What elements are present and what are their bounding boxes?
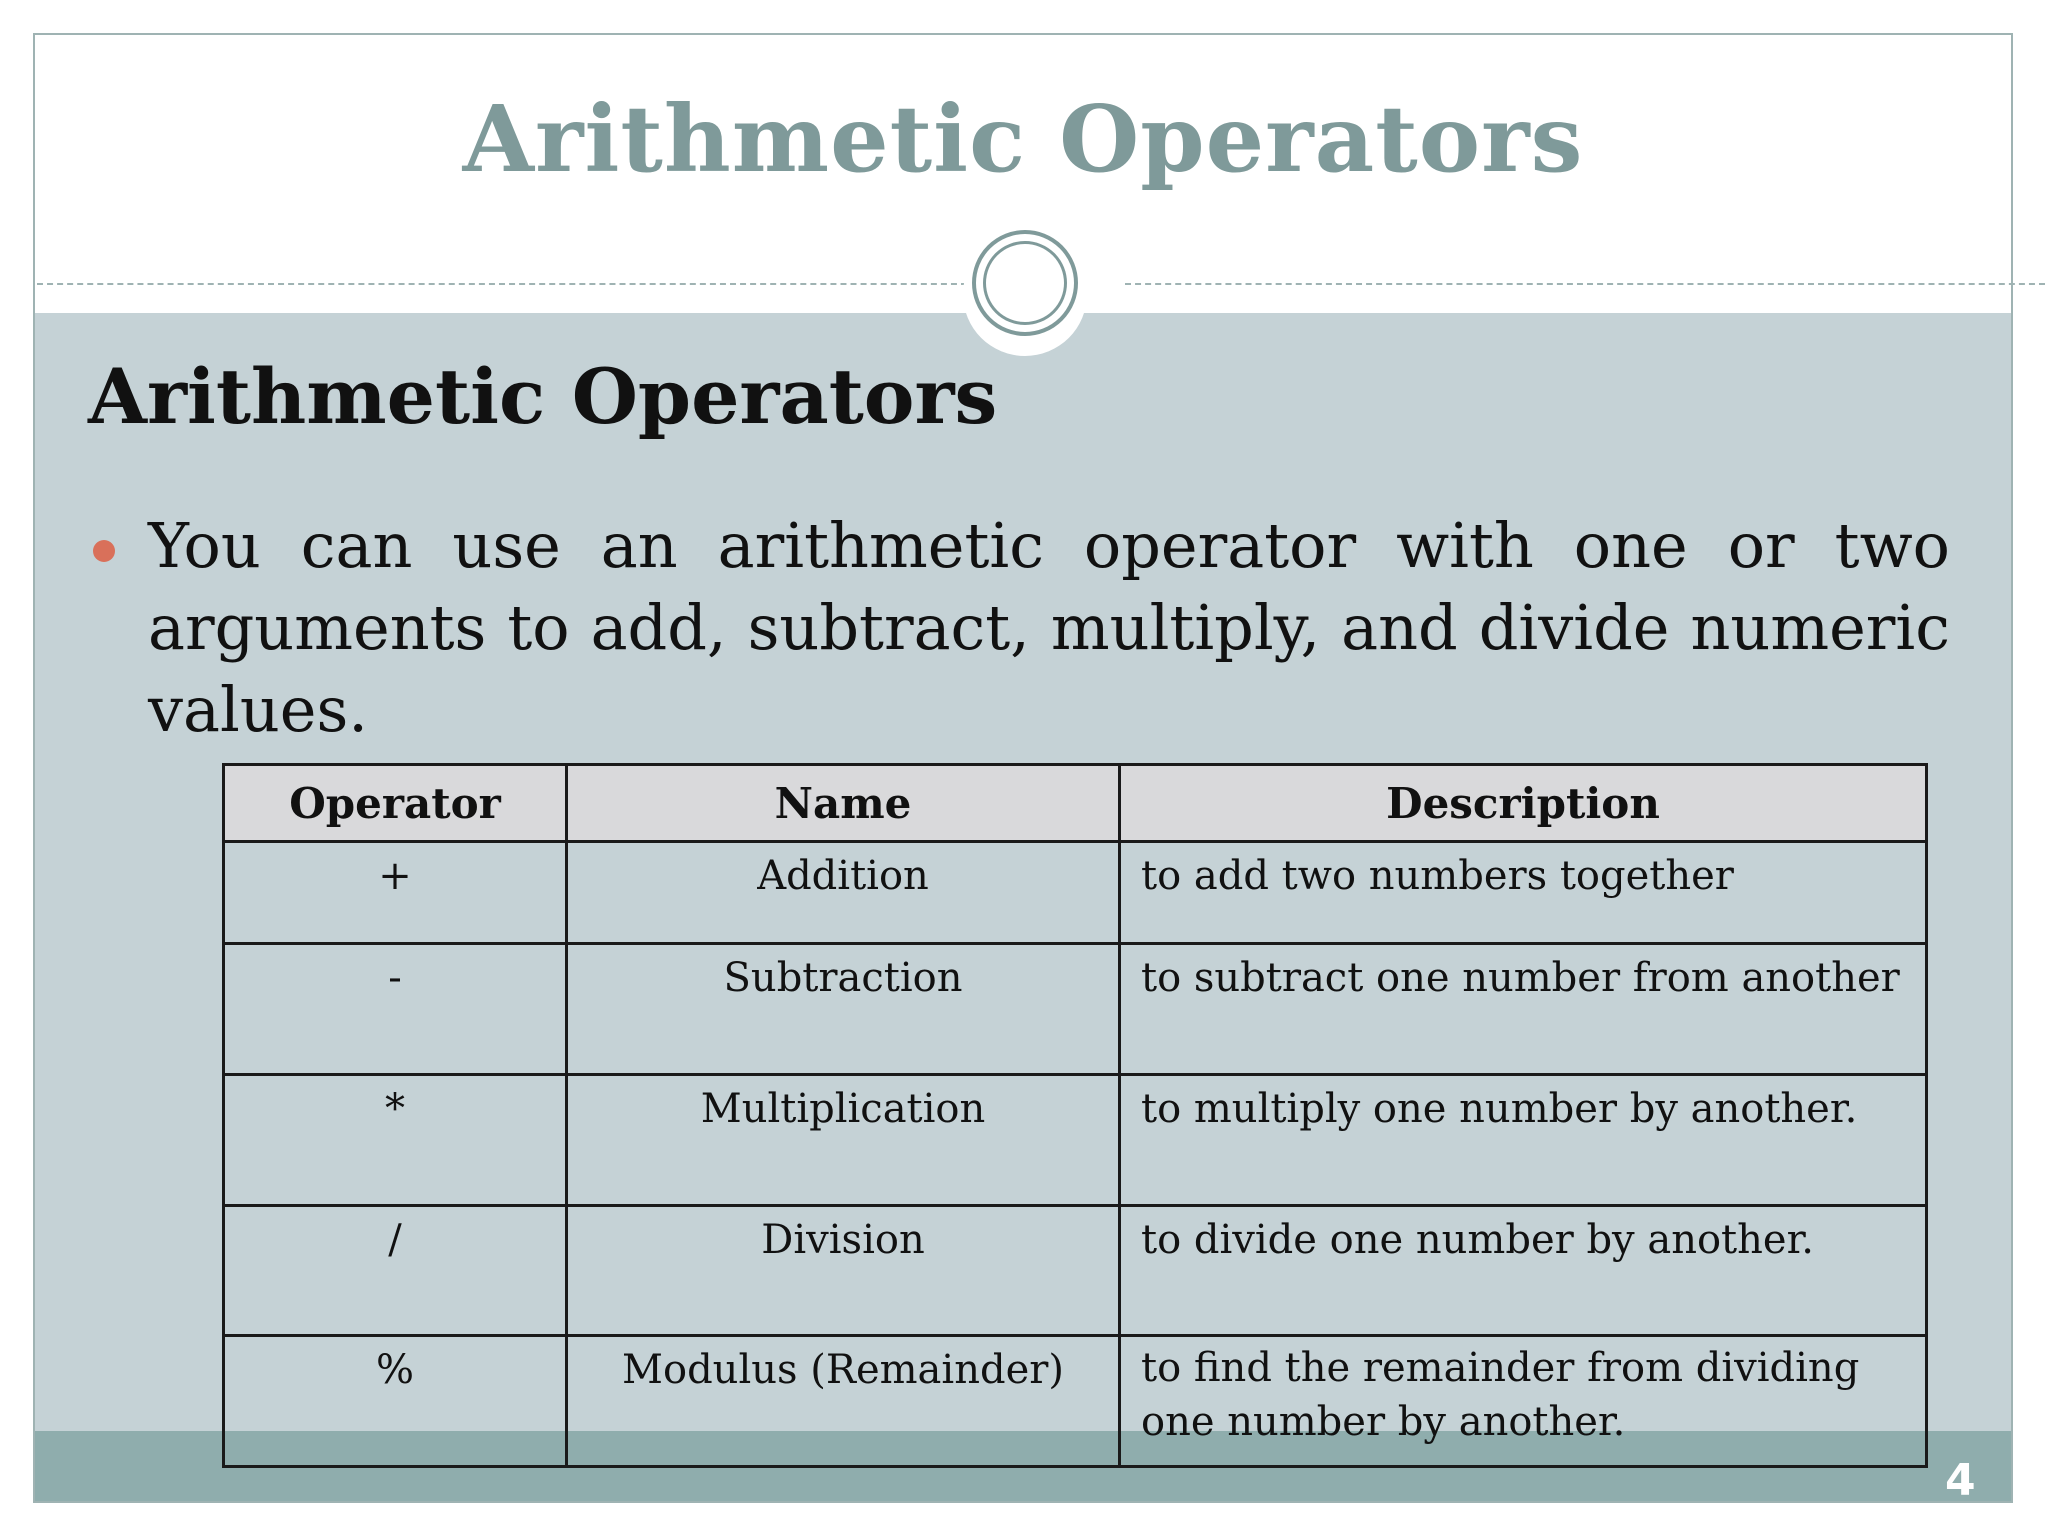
header-description: Description (1120, 765, 1927, 842)
operator-cell: * (224, 1075, 567, 1206)
operator-cell: / (224, 1205, 567, 1336)
bullet-icon (93, 540, 115, 562)
description-cell: to multiply one number by another. (1120, 1075, 1927, 1206)
bullet-text: You can use an arithmetic operator with one or two arguments to add, subtract, multiply, and divide numeric values. (148, 509, 1950, 746)
content-heading: Arithmetic Operators (88, 352, 998, 441)
slide-number: 4 (1945, 1455, 1976, 1506)
table-row (224, 842, 1927, 944)
table-row (224, 1075, 1927, 1206)
divider-line-left (37, 283, 967, 285)
operator-cell: + (224, 842, 567, 944)
name-cell: Multiplication (567, 1075, 1120, 1206)
table-row (224, 1205, 1927, 1336)
circle-ornament-icon (972, 230, 1078, 336)
operator-cell: % (224, 1336, 567, 1467)
name-cell: Modulus (Remainder) (567, 1336, 1120, 1467)
name-cell: Subtraction (567, 944, 1120, 1075)
table-row (224, 1336, 1927, 1467)
slide-title: Arithmetic Operators (462, 85, 1584, 193)
name-cell: Division (567, 1205, 1120, 1336)
name-cell: Addition (567, 842, 1120, 944)
description-cell: to divide one number by another. (1120, 1205, 1927, 1336)
table-header-row (224, 765, 1927, 842)
operator-cell: - (224, 944, 567, 1075)
description-cell: to find the remainder from dividing one number by another. (1120, 1336, 1927, 1467)
table-row (224, 944, 1927, 1075)
description-cell: to subtract one number from another (1120, 944, 1927, 1075)
operators-table (222, 763, 1928, 1468)
header-operator: Operator (224, 765, 567, 842)
description-cell: to add two numbers together (1120, 842, 1927, 944)
header-name: Name (567, 765, 1120, 842)
divider-line-right (1125, 283, 2045, 285)
